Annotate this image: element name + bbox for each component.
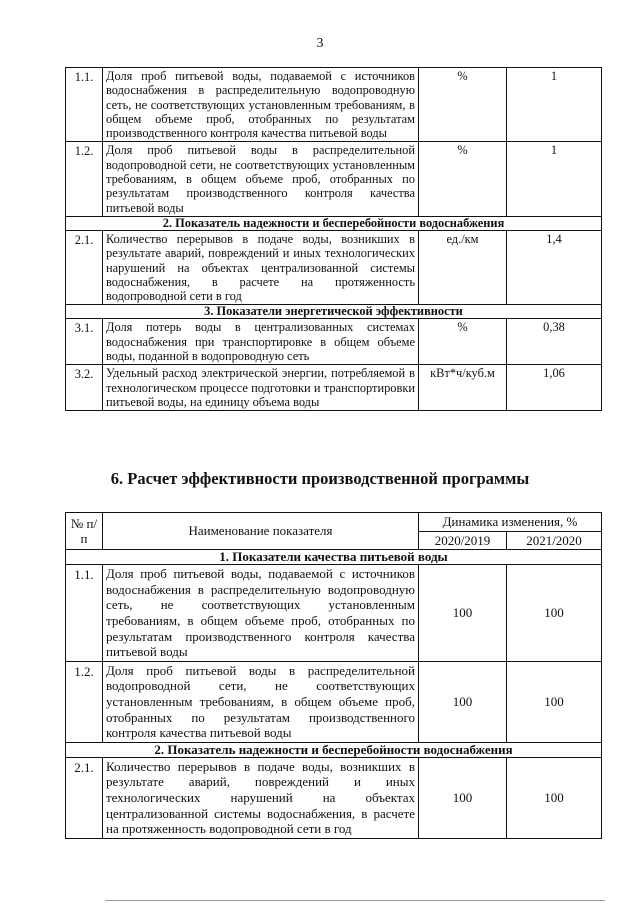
indicators-table	[65, 67, 602, 411]
row-number: 1.2.	[66, 661, 103, 742]
row-value-1: 100	[419, 661, 507, 742]
row-unit: %	[419, 319, 507, 365]
row-value-2: 100	[507, 565, 602, 662]
row-description: Доля проб питьевой воды в распределительной водопроводной сети, не соответствующих установленным требованиям, в общем объеме проб, отобранных по результатам производственного контроля качества питьевой воды	[103, 661, 419, 742]
table-row	[66, 365, 602, 411]
row-description: Доля проб питьевой воды, подаваемой с источников водоснабжения в распределительную водопроводную сеть, не соответствующих установленным требованиям, в общем объеме проб, отобранных по результатам производственного контроля качества питьевой воды	[103, 68, 419, 142]
section-6-heading: 6. Расчет эффективности производственной программы	[110, 469, 530, 488]
row-description: Количество перерывов в подаче воды, возникших в результате аварий, повреждений и иных технологических нарушений на объектах централизованной системы водоснабжения, в расчете на протяженность водопроводной сети в год	[103, 757, 419, 838]
row-number: 3.1.	[66, 319, 103, 365]
section-row	[66, 742, 602, 757]
row-value: 1,4	[507, 230, 602, 304]
table-row	[66, 565, 602, 662]
row-description: Удельный расход электрической энергии, потребляемой в технологическом процессе подготовки и транспортировки питьевой воды, на единицу объема воды	[103, 365, 419, 411]
table-row	[66, 661, 602, 742]
table-row	[66, 319, 602, 365]
row-number: 1.1.	[66, 68, 103, 142]
row-number: 2.1.	[66, 230, 103, 304]
row-value-1: 100	[419, 565, 507, 662]
row-value: 1,06	[507, 365, 602, 411]
section-row	[66, 305, 602, 319]
row-value: 1	[507, 142, 602, 216]
header-period-2: 2021/2020	[507, 531, 602, 550]
row-value: 0,38	[507, 319, 602, 365]
row-description: Доля проб питьевой воды, подаваемой с источников водоснабжения в распределительную водопроводную сеть, не соответствующих установленным требованиям, в общем объеме проб, отобранных по результатам производственного контроля качества питьевой воды	[103, 565, 419, 662]
table-row	[66, 230, 602, 304]
row-number: 2.1.	[66, 757, 103, 838]
section-title: 2. Показатель надежности и бесперебойности водоснабжения	[66, 742, 602, 757]
section-title: 1. Показатели качества питьевой воды	[66, 550, 602, 565]
header-period-1: 2020/2019	[419, 531, 507, 550]
row-unit: %	[419, 68, 507, 142]
row-value: 1	[507, 68, 602, 142]
section-row	[66, 550, 602, 565]
row-number: 1.1.	[66, 565, 103, 662]
row-unit: ед./км	[419, 230, 507, 304]
efficiency-table	[65, 512, 602, 839]
scan-edge-line	[105, 900, 605, 901]
header-name: Наименование показателя	[103, 513, 419, 550]
row-description: Количество перерывов в подаче воды, возникших в результате аварий, повреждений и иных технологических нарушений на объектах централизованной системы водоснабжения, в расчете на протяженность водопроводной сети в год	[103, 230, 419, 304]
section-title: 3. Показатели энергетической эффективности	[66, 305, 602, 319]
row-unit: %	[419, 142, 507, 216]
header-dynamics: Динамика изменения, %	[419, 513, 602, 532]
table-row	[66, 142, 602, 216]
header-num: № п/п	[66, 513, 103, 550]
table-row	[66, 757, 602, 838]
section-row	[66, 216, 602, 230]
row-value-2: 100	[507, 757, 602, 838]
row-value-1: 100	[419, 757, 507, 838]
page-number: 3	[316, 36, 324, 51]
row-value-2: 100	[507, 661, 602, 742]
row-description: Доля проб питьевой воды в распределительной водопроводной сети, не соответствующих установленным требованиям, в общем объеме проб, отобранных по результатам производственного контроля качества питьевой воды	[103, 142, 419, 216]
row-number: 1.2.	[66, 142, 103, 216]
section-title: 2. Показатель надежности и бесперебойности водоснабжения	[66, 216, 602, 230]
table-row	[66, 68, 602, 142]
row-number: 3.2.	[66, 365, 103, 411]
row-unit: кВт*ч/куб.м	[419, 365, 507, 411]
row-description: Доля потерь воды в централизованных системах водоснабжения при транспортировке в общем объеме воды, поданной в водопроводную сеть	[103, 319, 419, 365]
